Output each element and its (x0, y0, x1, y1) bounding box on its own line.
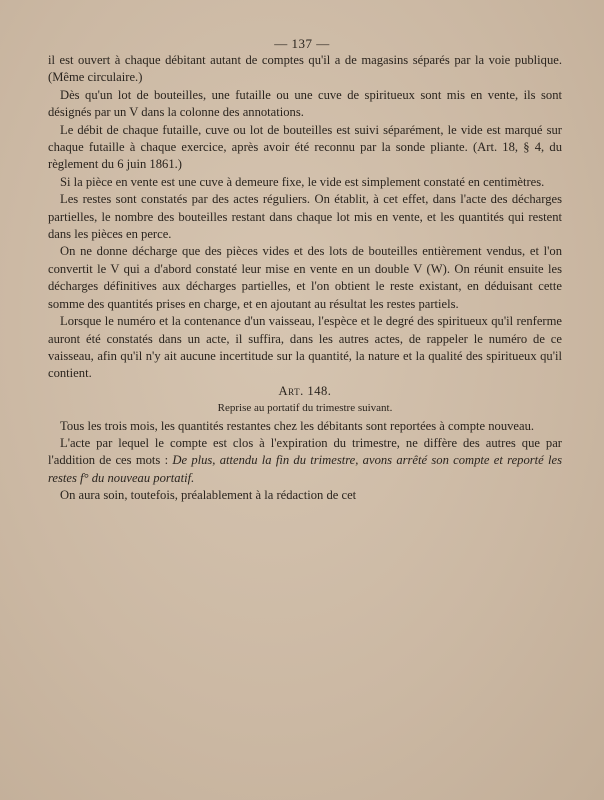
paragraph: Dès qu'un lot de bouteilles, une futaille ou une cuve de spiritueux sont mis en vente, ils sont désignés par un V dans la colonne des annotations. (48, 87, 562, 120)
paragraph-text: L'acte par lequel le compte est clos à l'expiration du trimestre, ne diffère des autres que par l'addition de ces mots : (48, 435, 562, 468)
paragraph: Les restes sont constatés par des actes réguliers. On établit, à cet effet, dans l'acte des décharges partielles, le nombre des bouteilles restant dans chaque lot mis en vente, et les quantités qui restent dans les pièces en perce. (48, 192, 562, 242)
paragraph: On aura soin, toutefois, préalablement à la rédaction de cet (60, 488, 357, 503)
article-subheading: Reprise au portatif du trimestre suivant. (217, 402, 393, 415)
paragraph: On ne donne décharge que des pièces vides et des lots de bouteilles entièrement vendus, et l'on convertit le V qui a d'abord constaté leur mise en vente en un double V (W). On réunit ensuite les décharges définitives aux décharges partielles, et l'on obtient le reste existant, en déduisant cette somme des quantités prises en charge, et en ajoutant au résultat les restes partiels. (48, 244, 562, 311)
paragraph: il est ouvert à chaque débitant autant de comptes qu'il a de magasins séparés par la voie publique. (Même circulaire.) (48, 53, 562, 85)
page-number: — 137 — (274, 36, 330, 51)
paragraph: Le débit de chaque futaille, cuve ou lot de bouteilles est suivi séparément, le vide est marqué sur chaque futaille à chaque exercice, après avoir été reconnu par la sonde pliante. (Art. 18, § 4, du règlement du 6 juin 1861.) (48, 122, 562, 172)
paragraph: Tous les trois mois, les quantités restantes chez les débitants sont reportées à compte nouveau. (60, 418, 535, 433)
italic-formula: De plus, attendu la fin du trimestre, avons arrêté son compte et reporté les restes f° du nouveau portatif. (48, 453, 563, 485)
paragraph (48, 435, 562, 487)
paragraph: Lorsque le numéro et la contenance d'un vaisseau, l'espèce et le degré des spiritueux qu'il renferme auront été constatés dans un acte, il suffira, dans les autres actes, de rappeler le numéro de ce vaisseau, afin qu'il n'y ait aucune incertitude sur la quantité, la nature et la qualité des spiritueux qu'il contient. (48, 314, 562, 381)
paragraph: Si la pièce en vente est une cuve à demeure fixe, le vide est simplement constaté en centimètres. (60, 174, 545, 189)
body-text (48, 52, 562, 505)
article-heading: Art. 148. (278, 383, 332, 398)
